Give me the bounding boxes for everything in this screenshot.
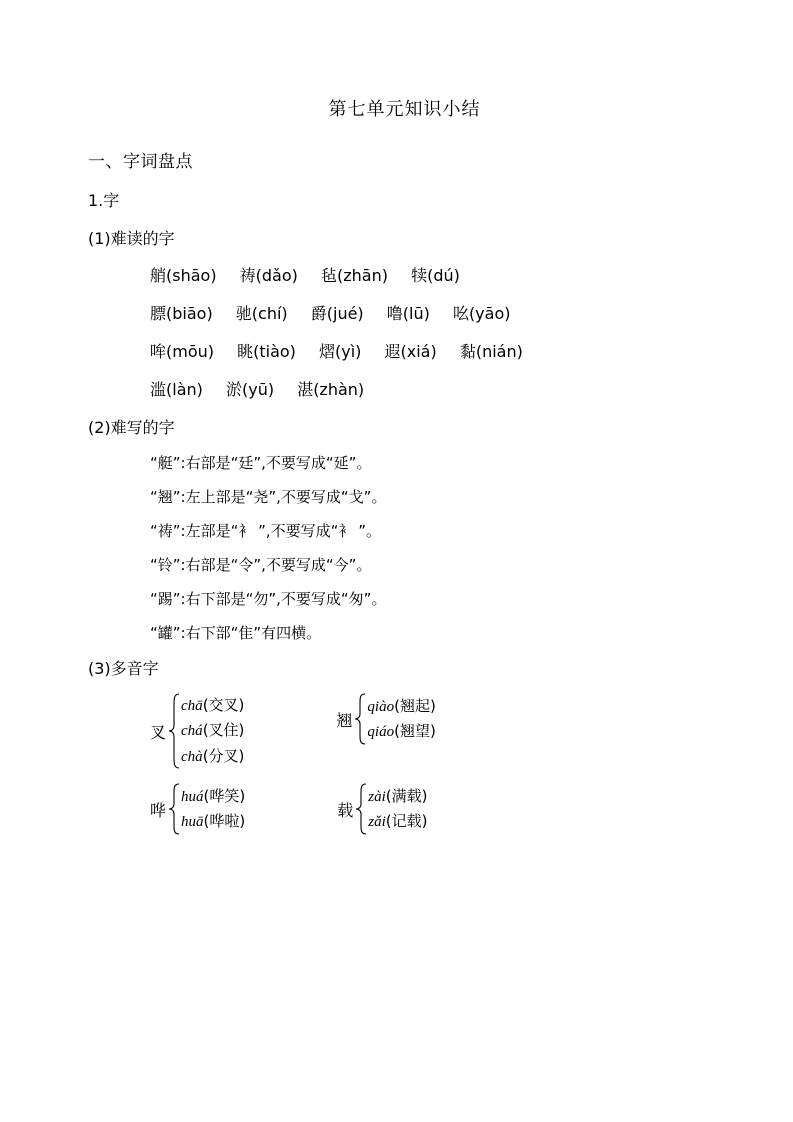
polyphone-group-zai xyxy=(337,783,427,835)
pinyin-text: huā xyxy=(181,814,204,830)
subheading-hard-to-read: (1)难读的字 xyxy=(88,229,175,248)
pinyin-item: 膘(biāo) xyxy=(150,304,213,323)
pinyin-item: 驰(chí) xyxy=(235,304,288,323)
polyphone-group-qiao xyxy=(336,693,435,745)
hard-to-read-list xyxy=(88,263,705,400)
left-brace-icon xyxy=(168,783,181,835)
polyphone-char: 翘 xyxy=(336,710,353,730)
pinyin-item: 噜(lū) xyxy=(386,304,430,323)
polyphone-reading xyxy=(368,784,427,809)
polyphone-readings xyxy=(367,694,435,745)
polyphone-readings xyxy=(368,784,427,835)
polyphone-row xyxy=(150,783,705,835)
note-row: “踢”:右下部是“勿”,不要写成“匆”。 xyxy=(150,590,387,608)
pinyin-text: qiào xyxy=(367,698,395,715)
pinyin-item: 吆(yāo) xyxy=(452,304,511,323)
polyphone-group-hua xyxy=(150,783,245,835)
polyphone-reading xyxy=(181,718,244,743)
section-heading-zici: 一、字词盘点 xyxy=(88,152,193,172)
pinyin-text: qiáo xyxy=(367,724,395,740)
pinyin-item: 哞(mōu) xyxy=(150,342,215,361)
polyphone-row xyxy=(150,693,705,769)
pinyin-item: 淤(yū) xyxy=(225,380,275,399)
subheading-polyphones: (3)多音字 xyxy=(88,659,159,678)
polyphone-reading xyxy=(181,744,244,769)
polyphone-char: 载 xyxy=(337,800,354,820)
left-brace-icon xyxy=(354,693,367,745)
subheading-zi: 1.字 xyxy=(88,191,120,210)
pinyin-item: 熠(yì) xyxy=(319,342,362,361)
note-row: “艇”:右部是“廷”,不要写成“延”。 xyxy=(150,454,372,472)
pinyin-row xyxy=(150,339,705,362)
hard-to-write-list xyxy=(88,452,705,643)
pinyin-text: chā xyxy=(181,698,203,715)
left-brace-icon xyxy=(355,783,368,835)
polyphone-reading xyxy=(367,694,435,719)
pinyin-text: zài xyxy=(368,788,386,805)
subheading-hard-to-write: (2)难写的字 xyxy=(88,418,175,437)
pinyin-item: 黏(nián) xyxy=(459,342,523,361)
example-word: (叉住) xyxy=(202,721,245,740)
note-row: “祷”:左部是“衤 ”,不要写成“衤 ”。 xyxy=(150,522,381,540)
pinyin-item: 滥(làn) xyxy=(150,380,203,399)
pinyin-item: 遐(xiá) xyxy=(384,342,437,361)
polyphone-char: 哗 xyxy=(150,800,167,820)
polyphone-reading xyxy=(181,693,244,718)
pinyin-text: huá xyxy=(181,788,204,805)
example-word: (哗啦) xyxy=(203,812,246,830)
pinyin-text: zǎi xyxy=(368,814,386,830)
polyphone-reading xyxy=(367,719,435,744)
left-brace-icon xyxy=(168,693,181,769)
pinyin-item: 毡(zhān) xyxy=(321,266,388,285)
polyphone-char: 叉 xyxy=(150,722,167,742)
pinyin-text: chà xyxy=(181,748,203,765)
pinyin-row xyxy=(150,301,705,324)
example-word: (交叉) xyxy=(202,696,245,715)
example-word: (翘望) xyxy=(394,722,436,740)
example-word: (满载) xyxy=(385,786,428,805)
page-title: 第七单元知识小结 xyxy=(328,99,481,120)
polyphone-reading xyxy=(368,809,427,834)
pinyin-item: 犊(dú) xyxy=(411,266,460,285)
example-word: (分叉) xyxy=(202,746,245,765)
pinyin-text: chá xyxy=(181,723,203,740)
pinyin-item: 祷(dǎo) xyxy=(239,266,298,285)
note-row: “罐”:右下部“隹”有四横。 xyxy=(150,624,322,642)
polyphone-groups xyxy=(88,693,705,835)
note-row: “铃”:右部是“令”,不要写成“今”。 xyxy=(150,556,372,574)
pinyin-row xyxy=(150,377,705,400)
polyphone-readings xyxy=(181,693,244,769)
note-row: “翘”:左上部是“尧”,不要写成“戈”。 xyxy=(150,488,387,506)
example-word: (哗笑) xyxy=(203,786,246,805)
polyphone-reading xyxy=(181,809,245,834)
polyphone-readings xyxy=(181,784,245,835)
example-word: (翘起) xyxy=(394,696,436,715)
pinyin-item: 湛(zhàn) xyxy=(297,380,365,399)
pinyin-item: 艄(shāo) xyxy=(150,266,217,285)
example-word: (记载) xyxy=(385,812,428,830)
pinyin-item: 爵(jué) xyxy=(310,304,364,323)
pinyin-row xyxy=(150,263,705,286)
polyphone-group-cha xyxy=(150,693,244,769)
polyphone-reading xyxy=(181,784,245,809)
pinyin-item: 眺(tiào) xyxy=(237,342,296,361)
